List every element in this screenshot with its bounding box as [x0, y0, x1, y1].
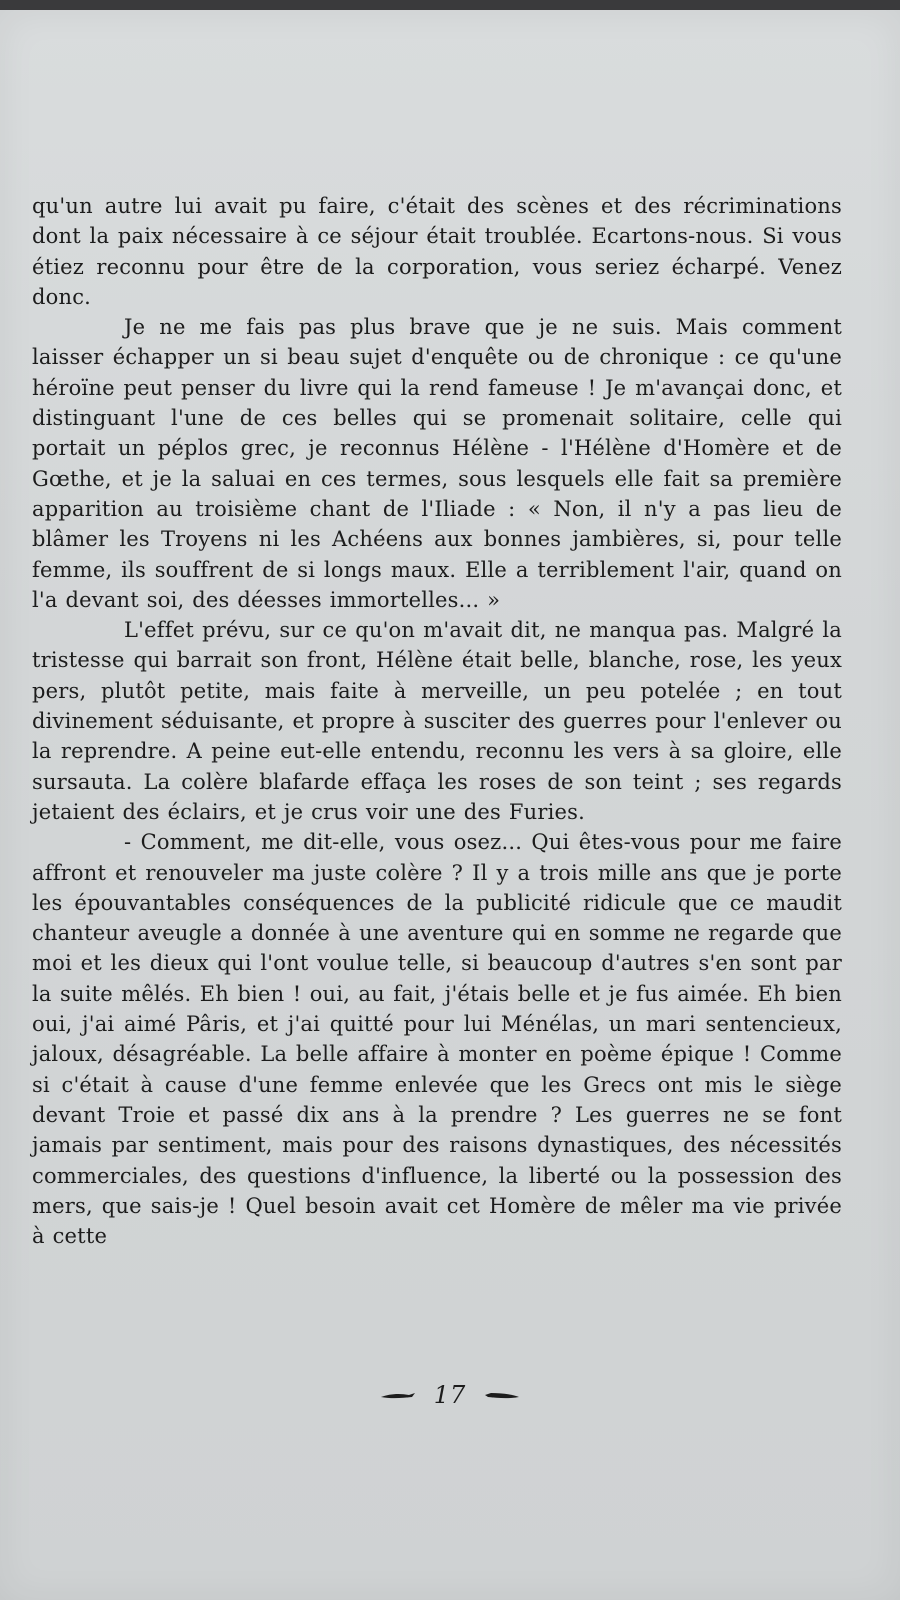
paragraph-4: - Comment, me dit-elle, vous osez... Qui êtes-vous pour me faire affront et renouveler ma juste colère ? Il y a trois mille ans que je porte les épouvantables conséquences de la publicité ridicule que ce maudit chanteur aveugle a donnée à une aventure qui en somme ne regarde que moi et les dieux qui l'ont voulue telle, si beaucoup d'autres s'en sont par la suite mêlés. Eh bien ! oui, au fait, j'étais belle et je fus aimée. Eh bien oui, j'ai aimé Pâris, et j'ai quitté pour lui Ménélas, un mari sentencieux, jaloux, désagréable. La belle affaire à monter en poème épique ! Comme si c'était à cause d'une femme enlevée que les Grecs ont mis le siège devant Troie et passé dix ans à la prendre ? Les guerres ne se font jamais par sentiment, mais pour des raisons dynastiques, des nécessités commerciales, des questions d'influence, la liberté ou la possession des mers, que sais-je ! Quel besoin avait cet Homère de mêler ma vie privée à cette [32, 830, 842, 1249]
right-ornament-icon [483, 1390, 521, 1400]
book-page [0, 10, 900, 1600]
paragraph-1: qu'un autre lui avait pu faire, c'était des scènes et des récriminations dont la paix nécessaire à ce séjour était troublée. Ecartons-nous. Si vous étiez reconnu pour être de la corporation, vous seriez écharpé. Venez donc. [32, 194, 842, 309]
page-folio [0, 1379, 900, 1409]
left-ornament-icon [379, 1390, 417, 1400]
page-number: 17 [433, 1380, 467, 1409]
body-text [32, 191, 842, 1251]
paragraph-3: L'effet prévu, sur ce qu'on m'avait dit, ne manqua pas. Malgré la tristesse qui barrait son front, Hélène était belle, blanche, rose, les yeux pers, plutôt petite, mais faite à merveille, un peu potelée ; en tout divinement séduisante, et propre à susciter des guerres pour l'enlever ou la reprendre. A peine eut-elle entendu, reconnu les vers à sa gloire, elle sursauta. La colère blafarde effaça les roses de son teint ; ses regards jetaient des éclairs, et je crus voir une des Furies. [32, 618, 842, 824]
paragraph-2: Je ne me fais pas plus brave que je ne suis. Mais comment laisser échapper un si beau sujet d'enquête ou de chronique : ce qu'une héroïne peut penser du livre qui la rend fameuse ! Je m'avançai donc, et distinguant l'une de ces belles qui se promenait solitaire, celle qui portait un péplos grec, je reconnus Hélène - l'Hélène d'Homère et de Gœthe, et je la saluai en ces termes, sous lesquels elle fait sa première apparition au troisième chant de l'Iliade : « Non, il n'y a pas lieu de blâmer les Troyens ni les Achéens aux bonnes jambières, si, pour telle femme, ils souffrent de si longs maux. Elle a terriblement l'air, quand on l'a devant soi, des déesses immortelles... » [32, 315, 842, 612]
